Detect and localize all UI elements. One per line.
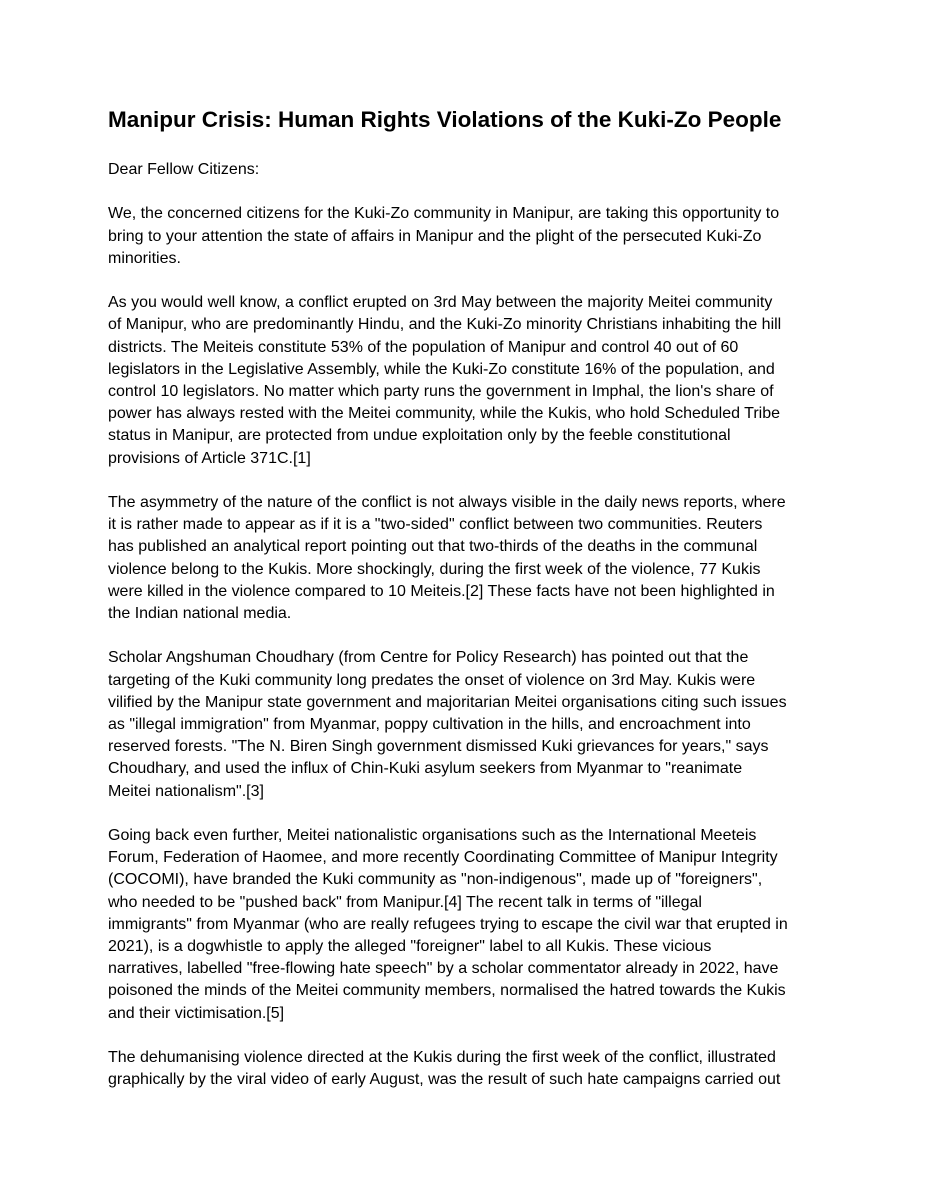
paragraph-asymmetry xyxy=(108,492,824,625)
text-line: who needed to be "pushed back" from Manipur.[4] The recent talk in terms of "illegal xyxy=(108,893,702,911)
paragraph-conflict-background xyxy=(108,292,824,470)
text-line: the Indian national media. xyxy=(108,605,292,623)
text-line: status in Manipur, are protected from undue exploitation only by the feeble constitutional xyxy=(108,427,731,445)
document-page xyxy=(108,106,824,1114)
text-line: bring to your attention the state of affairs in Manipur and the plight of the persecuted Kuki-Zo xyxy=(108,227,762,245)
text-line: it is rather made to appear as if it is a "two-sided" conflict between two communities. Reuters xyxy=(108,516,763,534)
text-line: (COCOMI), have branded the Kuki community as "non-indigenous", made up of "foreigners", xyxy=(108,871,763,889)
text-line: The asymmetry of the nature of the conflict is not always visible in the daily news reports, where xyxy=(108,494,786,511)
text-line: Meitei nationalism".[3] xyxy=(108,782,264,800)
text-line: violence belong to the Kukis. More shockingly, during the first week of the violence, 77 Kukis xyxy=(108,560,761,578)
text-line: immigrants" from Myanmar (who are really refugees trying to escape the civil war that erupted in xyxy=(108,915,788,933)
paragraph-nationalist-organisations xyxy=(108,825,824,1025)
text-line: minorities. xyxy=(108,249,181,267)
text-line: Going back even further, Meitei nationalistic organisations such as the International Meeteis xyxy=(108,827,757,845)
text-line: districts. The Meiteis constitute 53% of the population of Manipur and control 40 out of 60 xyxy=(108,338,739,356)
text-line: as "illegal immigration" from Myanmar, poppy cultivation in the hills, and encroachment into xyxy=(108,716,751,734)
salutation: Dear Fellow Citizens: xyxy=(108,161,260,178)
text-line: power has always rested with the Meitei community, while the Kukis, who hold Scheduled Tribe xyxy=(108,405,781,423)
text-line: control 10 legislators. No matter which party runs the government in Imphal, the lion's share of xyxy=(108,383,774,400)
text-line: vilified by the Manipur state government and majoritarian Meitei organisations citing such issues xyxy=(108,693,787,711)
text-line: targeting of the Kuki community long predates the onset of violence on 3rd May. Kukis were xyxy=(108,671,756,689)
text-line: Forum, Federation of Haomee, and more recently Coordinating Committee of Manipur Integrity xyxy=(108,849,778,867)
text-line: poisoned the minds of the Meitei community members, normalised the hatred towards the Kukis xyxy=(108,982,786,1000)
text-line: of Manipur, who are predominantly Hindu, and the Kuki-Zo minority Christians inhabiting the hill xyxy=(108,316,782,334)
paragraph-dehumanising-violence xyxy=(108,1047,824,1091)
text-line: graphically by the viral video of early August, was the result of such hate campaigns carried out xyxy=(108,1071,781,1089)
text-line: As you would well know, a conflict erupted on 3rd May between the majority Meitei community xyxy=(108,294,773,312)
text-line: Scholar Angshuman Choudhary (from Centre for Policy Research) has pointed out that the xyxy=(108,649,749,667)
document-title: Manipur Crisis: Human Rights Violations of the Kuki-Zo People xyxy=(108,107,782,132)
text-line: legislators in the Legislative Assembly, while the Kuki-Zo constitute 16% of the population, and xyxy=(108,360,775,378)
text-line: The dehumanising violence directed at the Kukis during the first week of the conflict, illustrated xyxy=(108,1049,776,1067)
text-line: provisions of Article 371C.[1] xyxy=(108,449,311,467)
paragraph-scholar-choudhary xyxy=(108,647,824,802)
text-line: reserved forests. "The N. Biren Singh government dismissed Kuki grievances for years," says xyxy=(108,738,769,756)
text-line: and their victimisation.[5] xyxy=(108,1004,285,1022)
text-line: narratives, labelled "free-flowing hate speech" by a scholar commentator already in 2022, have xyxy=(108,960,779,978)
text-line: were killed in the violence compared to 10 Meiteis.[2] These facts have not been highlighted in xyxy=(108,582,775,600)
paragraph-intro xyxy=(108,203,824,270)
text-line: has published an analytical report pointing out that two-thirds of the deaths in the communal xyxy=(108,538,758,556)
document-body xyxy=(108,203,824,1091)
text-line: 2021), is a dogwhistle to apply the alleged "foreigner" label to all Kukis. These vicious xyxy=(108,938,712,956)
text-line: We, the concerned citizens for the Kuki-Zo community in Manipur, are taking this opportunity to xyxy=(108,205,780,223)
text-line: Choudhary, and used the influx of Chin-Kuki asylum seekers from Myanmar to "reanimate xyxy=(108,760,743,778)
